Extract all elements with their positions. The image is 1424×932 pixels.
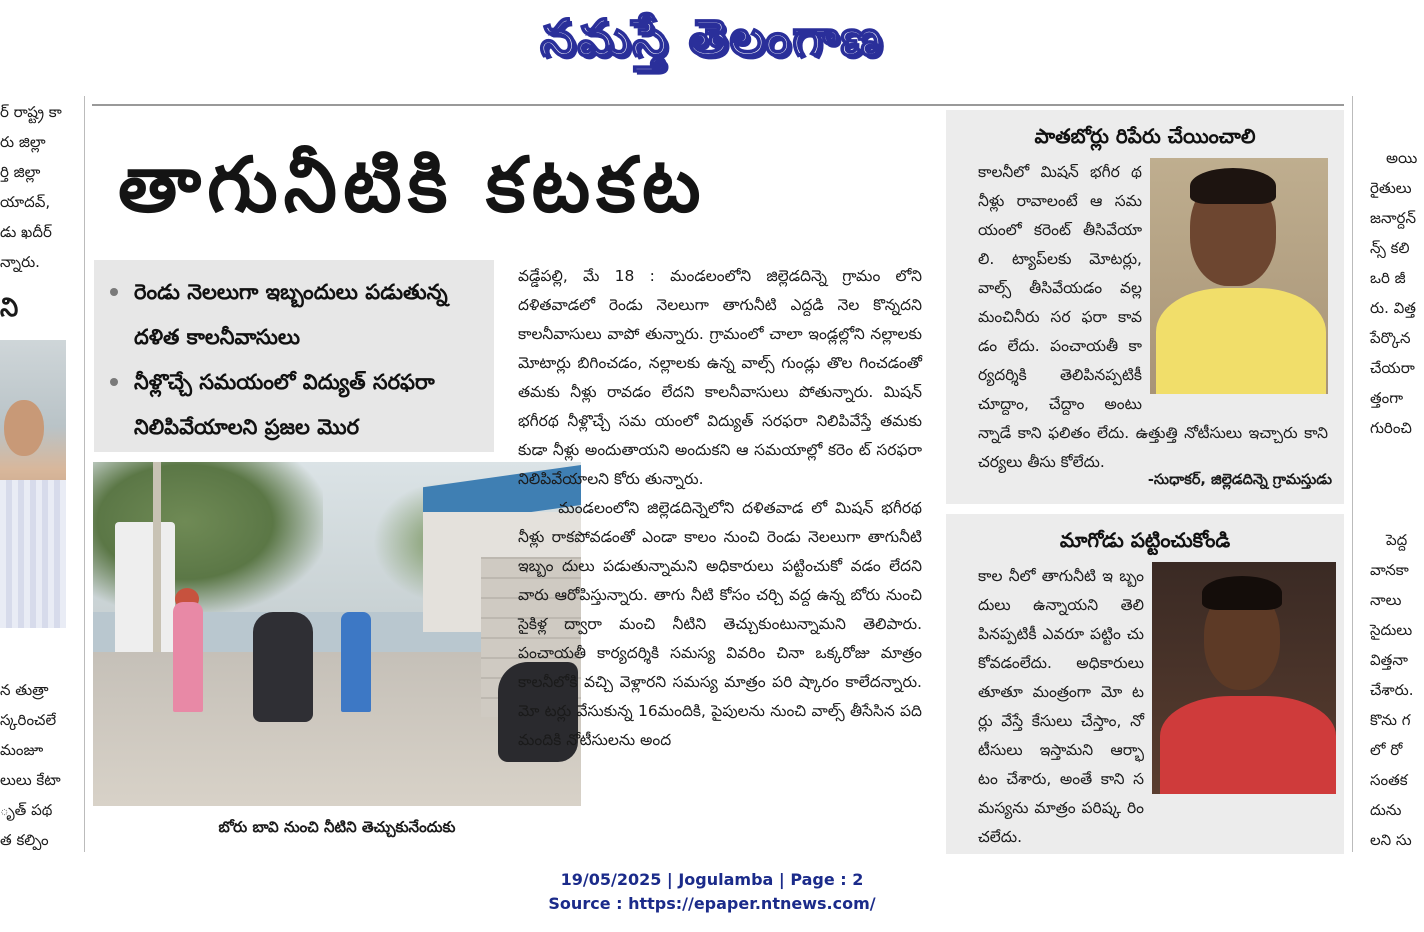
right-fragment: అయి bbox=[1386, 149, 1418, 167]
main-article bbox=[518, 262, 922, 755]
footer-source[interactable]: Source : https://epaper.ntnews.com/ bbox=[548, 894, 876, 913]
right-fragment: ఒరి జీ bbox=[1370, 269, 1406, 287]
left-fragment: న్నారు. bbox=[0, 253, 40, 271]
right-fragment: సంతక bbox=[1370, 771, 1408, 789]
right-column-divider bbox=[1352, 96, 1353, 852]
right-fragment: వానకా bbox=[1370, 561, 1409, 579]
right-fragment: కొను గ bbox=[1370, 711, 1411, 729]
left-fragment: ృత్ పథ bbox=[0, 801, 53, 819]
right-fragment: పెద్ద bbox=[1386, 531, 1408, 549]
adjacent-article-right bbox=[1356, 96, 1424, 856]
top-rule bbox=[92, 104, 1344, 106]
right-fragment: చేశారు. bbox=[1370, 681, 1414, 699]
article-paragraph: వడ్డేపల్లి, మే 18 : మండలంలోని జిల్లెడదిన్నె గ్రామం లోని దళితవాడలో రెండు నెలలుగా తాగునీటి ఎద్దడి నెల కొన్నదని కాలనీవాసులు వాపో తున్నారు. గ్రామంలో చాలా ఇండ్లల్లోని నల్లాలకు మోటార్లు బిగించడం, నల్లాలకు ఉన్న వాల్స్ గుండ్లు తొల గించడంతో తమకు నీళ్లు రావడం లేదని కాలనీవాసులు పోతున్నారు. మిషన్ భగీరథ నీళ్లొచ్చే సమ యంలో విద్యుత్ సరఫరా నిలిపివేస్తే తమకు కుడా నీళ్లు అందుతాయని అందుకని ఆ సమయాల్లో కరెం ట్ సరఫరా నిలిపివేయాలని కోరు తున్నారు. bbox=[518, 267, 922, 488]
box-title: పాతబోర్లు రిపేరు చేయించాలి bbox=[1034, 124, 1256, 148]
left-fragment: స్కరించలే bbox=[0, 711, 57, 729]
photo-caption: బోరు బావి నుంచి నీటిని తెచ్చుకునేందుకు bbox=[218, 818, 456, 836]
right-fragment: రైతులు bbox=[1370, 179, 1412, 197]
left-adjacent-photo bbox=[0, 340, 66, 628]
footer-date-edition: 19/05/2025 | Jogulamba | Page : 2 bbox=[560, 870, 864, 889]
left-fragment: త కల్పిం bbox=[0, 831, 49, 849]
left-fragment: న తుత్రా bbox=[0, 681, 49, 699]
left-fragment: ర్ రాష్ట్ర కా bbox=[0, 103, 62, 121]
left-column-divider bbox=[84, 96, 85, 852]
right-fragment: విత్తనా bbox=[1370, 651, 1408, 669]
right-fragment: నాలు bbox=[1370, 591, 1402, 609]
sidebar-quote-box bbox=[946, 514, 1344, 854]
main-photo bbox=[93, 462, 581, 806]
highlights-box bbox=[94, 260, 494, 452]
portrait-photo bbox=[1150, 158, 1328, 394]
portrait-photo bbox=[1152, 562, 1336, 794]
right-fragment: సైదులు bbox=[1370, 621, 1413, 639]
right-fragment: గురించి bbox=[1370, 419, 1412, 437]
left-fragment: మంజూ bbox=[0, 741, 44, 759]
box-title: మాగోడు పట్టించుకోండి bbox=[1059, 528, 1231, 552]
highlight-item bbox=[106, 360, 484, 450]
left-fragment: లులు కేటా bbox=[0, 771, 61, 789]
newspaper-logo: నమస్తే తెలంగాణ bbox=[540, 8, 884, 67]
sidebar-quote-box bbox=[946, 110, 1344, 504]
highlight-text: రెండు నెలలుగా ఇబ్బందులు పడుతున్న దళిత కాలనీవాసులు bbox=[134, 280, 448, 349]
box-text: కాలనీలో మిషన్ భగీర థ నీళ్లు రావాలంటే ఆ సమ యంలో కరెంట్ తీసివేయా లి. ట్యాప్‌లకు మోటర్లు, వాల్స్ తీసివేయడం వల్ల మంచినీరు సర ఫరా కావ డం లేదు. పంచాయతీ కా ర్యదర్శికి తెలిపినప్పటికీ చూద్దాం, చేద్దాం అంటు న్నాడే కాని ఫలితం లేదు. ఉత్తుత్తి నోటీసులు ఇచ్చారు కాని చర్యలు తీసు కోలేదు. bbox=[978, 163, 1328, 471]
box-text: కాల నీలో తాగునీటి ఇ బ్బం దులు ఉన్నాయని తెలి పినప్పటికీ ఎవరూ పట్టిం చు కోవడంలేదు. అధికారులు తూతూ మంత్రంగా మో ట ర్లు వేస్తే కేసులు చేస్తాం, నో టీసులు ఇస్తామని ఆర్భా టం చేశారు, అంతే కాని స మస్యను మాత్రం పరిష్క రిం చలేదు. bbox=[978, 567, 1144, 846]
left-fragment: యాదవ్, bbox=[0, 193, 51, 211]
highlight-text: నీళ్లొచ్చే సమయంలో విద్యుత్ సరఫరా నిలిపివేయాలని ప్రజల మొర bbox=[134, 370, 435, 439]
right-fragment: జనార్దన్ bbox=[1370, 209, 1416, 227]
right-fragment: రు. విత్త bbox=[1370, 299, 1416, 317]
bullet-icon bbox=[110, 288, 118, 296]
right-fragment: న్స్ కలి bbox=[1370, 239, 1410, 257]
box-credit: -సుధాకర్, జిల్లెడదిన్నె గ్రామస్తుడు bbox=[1147, 472, 1332, 488]
right-fragment: త్తంగా bbox=[1370, 389, 1404, 407]
left-fragment: డు ఖదీర్ bbox=[0, 223, 52, 241]
article-paragraph: మండలంలోని జిల్లెడదిన్నెలోని దళితవాడ లో మిషన్ భగీరథ నీళ్లు రాకపోవడంతో ఎండా కాలం నుంచి రెండు నెలలుగా తాగునీటి ఇబ్బం దులు పడుతున్నామని అధికారులు పట్టించుకో వడం లేదని వారు ఆరోపిస్తున్నారు. తాగు నీటి కోసం చర్చి వద్ద ఉన్న బోరు నుంచి సైకిళ్ల ద్వారా మంచి నీటిని తెచ్చుకుంటున్నామని తెలిపారు. పంచాయతీ కార్యదర్శికి సమస్య వివరిం చినా ఒక్కరోజు మాత్రం కాలనీలోకి వచ్చి వెళ్లారని సమస్య మాత్రం పరి ష్కారం కాలేదన్నారు. మో టర్లు వేసుకున్న 16మందికి, పైపులను నుంచి వాల్స్ తీసేసిన పది మందికి నోటీసులను అంద bbox=[518, 499, 922, 749]
right-fragment: పేర్కొన bbox=[1370, 329, 1411, 347]
right-fragment: లో రో bbox=[1370, 741, 1403, 759]
page-footer bbox=[0, 868, 1424, 916]
bullet-icon bbox=[110, 378, 118, 386]
left-fragment: ని bbox=[0, 293, 19, 323]
right-fragment: చేయరా bbox=[1370, 359, 1415, 377]
headline: తాగునీటికి కటకట bbox=[118, 140, 707, 229]
masthead bbox=[0, 0, 1424, 80]
left-fragment: ర్తి జిల్లా bbox=[0, 163, 41, 181]
right-fragment: లని సు bbox=[1370, 831, 1412, 849]
highlight-item bbox=[106, 270, 484, 360]
right-fragment: దును bbox=[1370, 801, 1402, 819]
left-fragment: రు జిల్లా bbox=[0, 133, 46, 151]
